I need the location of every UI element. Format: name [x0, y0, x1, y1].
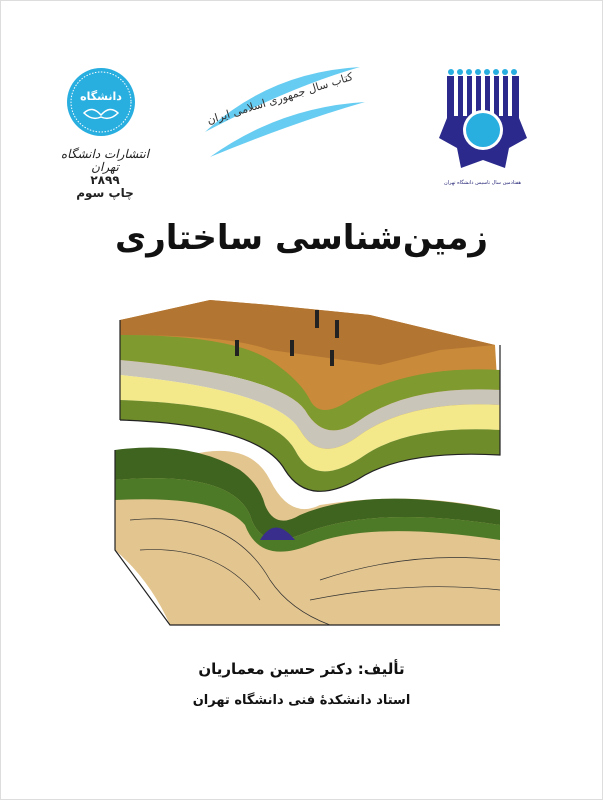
university-seal-logo	[66, 67, 136, 137]
publication-number: ۲۸۹۹	[90, 173, 120, 187]
geological-block-diagram	[110, 280, 510, 640]
svg-text:دانشگاه: دانشگاه	[80, 90, 122, 103]
book-title: زمین‌شناسی ساختاری	[115, 218, 488, 258]
publisher-name: انتشارات دانشگاه تهران	[60, 147, 150, 174]
publisher-info	[55, 148, 155, 200]
book-of-year-text: کتاب سال جمهوری اسلامی ایران	[205, 70, 355, 127]
anniversary-logo	[437, 68, 529, 176]
edition: چاپ سوم	[76, 186, 134, 200]
author-name: تألیف: دکتر حسین معماریان	[198, 660, 405, 678]
author-affiliation: استاد دانشکدهٔ فنی دانشگاه تهران	[192, 693, 411, 708]
anniversary-text: هفتادمین سال تاسیس دانشگاه تهران	[444, 180, 521, 186]
